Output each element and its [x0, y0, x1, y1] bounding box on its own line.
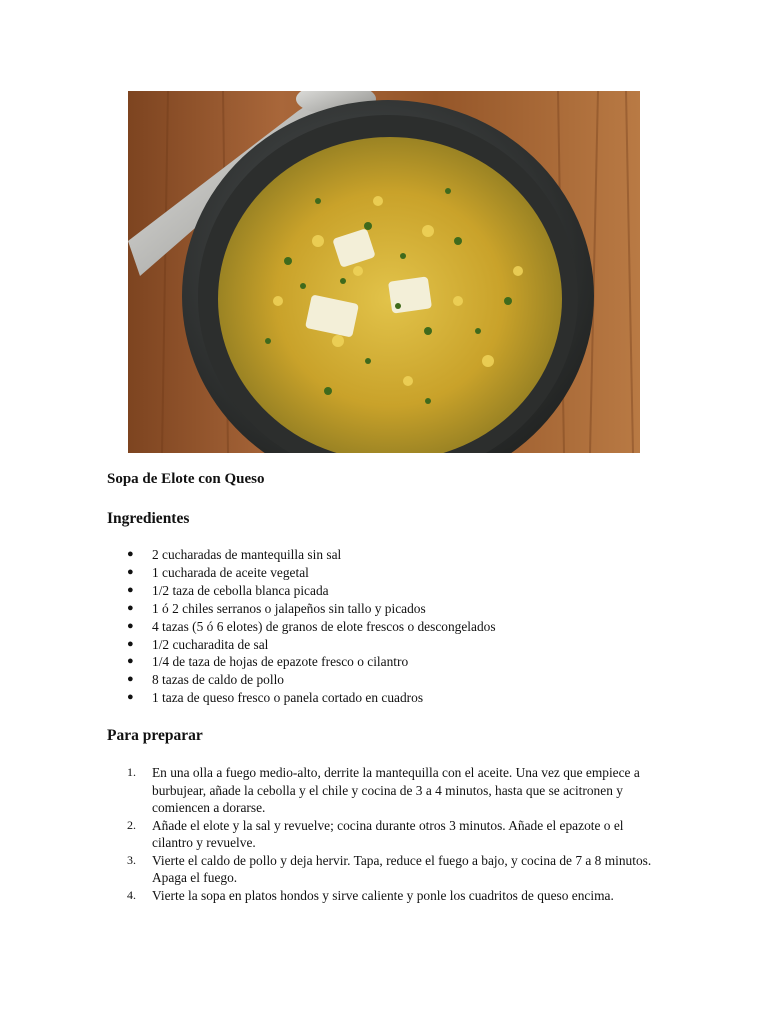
soup-bowl-photo	[128, 91, 640, 453]
list-item	[107, 618, 667, 636]
step-text: Añade el elote y la sal y revuelve; cocina durante otros 3 minutos. Añade el epazote o el cilantro y revuelve.	[152, 817, 624, 850]
bullet-icon: ●	[127, 637, 134, 650]
step-text: Vierte la sopa en platos hondos y sirve caliente y ponle los cuadritos de queso encima.	[152, 887, 614, 903]
bullet-icon: ●	[127, 655, 134, 668]
ingredient-text: 1 ó 2 chiles serranos o jalapeños sin tallo y picados	[152, 600, 426, 616]
bullet-icon: ●	[127, 565, 134, 578]
list-item	[107, 582, 667, 600]
list-item	[107, 689, 667, 707]
step-item	[107, 852, 667, 887]
list-item	[107, 671, 667, 689]
ingredient-text: 1/2 cucharadita de sal	[152, 636, 269, 652]
ingredient-text: 8 tazas de caldo de pollo	[152, 672, 284, 688]
preparation-heading: Para preparar	[107, 727, 203, 744]
step-item	[107, 764, 667, 817]
list-item	[107, 546, 667, 564]
ingredient-text: 1 cucharada de aceite vegetal	[152, 564, 309, 580]
bullet-icon: ●	[127, 601, 134, 614]
step-text: Vierte el caldo de pollo y deja hervir. Tapa, reduce el fuego a bajo, y cocina de 7 a 8 minutos. Apaga el fuego.	[152, 852, 652, 885]
ingredient-text: 1 taza de queso fresco o panela cortado en cuadros	[152, 690, 424, 706]
step-text: En una olla a fuego medio-alto, derrite la mantequilla con el aceite. Una vez que empiece a burbujear, añade la cebolla y el chile y cocina de 3 a 4 minutos, hasta que se acitronen y comiencen a dorarse.	[152, 765, 640, 815]
list-item	[107, 636, 667, 654]
ingredient-text: 4 tazas (5 ó 6 elotes) de granos de elote frescos o descongelados	[152, 618, 496, 634]
ingredients-heading: Ingredientes	[107, 510, 190, 527]
bullet-icon: ●	[127, 619, 134, 632]
bullet-icon: ●	[127, 548, 134, 560]
ingredient-text: 1/4 de taza de hojas de epazote fresco o cilantro	[152, 654, 409, 670]
list-item	[107, 653, 667, 671]
step-number: 1.	[127, 765, 136, 779]
step-item	[107, 887, 667, 905]
ingredient-text: 2 cucharadas de mantequilla sin sal	[152, 547, 342, 562]
step-number: 2.	[127, 817, 136, 832]
list-item	[107, 600, 667, 618]
step-number: 4.	[127, 887, 136, 902]
step-number: 3.	[127, 852, 136, 867]
bullet-icon: ●	[127, 691, 134, 704]
bullet-icon: ●	[127, 673, 134, 686]
step-item	[107, 817, 667, 852]
recipe-title: Sopa de Elote con Queso	[107, 471, 265, 487]
ingredients-list	[107, 546, 667, 707]
list-item	[107, 564, 667, 582]
steps-list	[107, 764, 667, 904]
ingredient-text: 1/2 taza de cebolla blanca picada	[152, 582, 329, 598]
bullet-icon: ●	[127, 583, 134, 596]
